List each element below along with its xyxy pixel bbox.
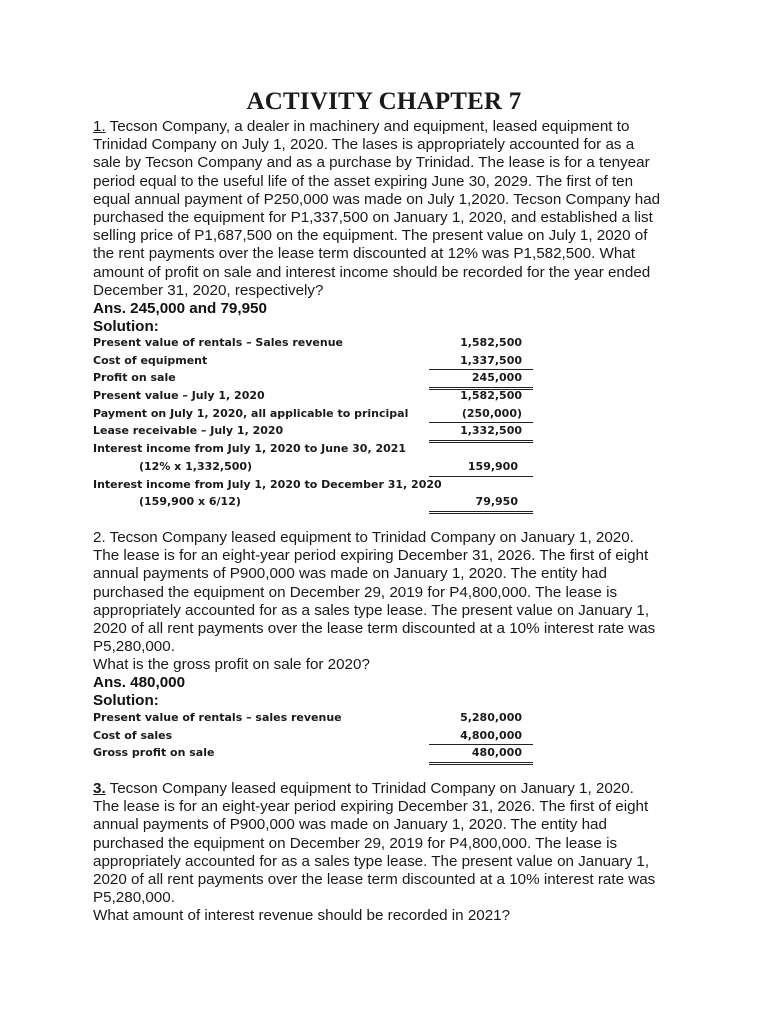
problem-1-solution-label: Solution: xyxy=(93,318,159,335)
solution-row xyxy=(93,387,533,405)
problem-3-number: 3. xyxy=(93,780,106,797)
row-label: Present value of rentals – Sales revenue xyxy=(93,336,343,349)
solution-row xyxy=(93,727,533,745)
row-label: Lease receivable – July 1, 2020 xyxy=(93,424,284,438)
problem-1-line: purchased the equipment for P1,337,500 on January 1, 2020, and established a list xyxy=(93,209,653,227)
problem-3-line: appropriately accounted for as a sales type lease. The present value on January 1, xyxy=(93,852,650,870)
row-label: Present value – July 1, 2020 xyxy=(93,389,265,403)
solution-row xyxy=(93,369,533,387)
problem-1-line: equal annual payment of P250,000 was made on July 1,2020. Tecson Company had xyxy=(93,190,661,208)
solution-row xyxy=(93,476,533,494)
row-label: (12% x 1,332,500) xyxy=(139,459,253,473)
row-amount: 1,582,500 xyxy=(460,389,522,403)
solution-row xyxy=(93,458,533,476)
row-label: Payment on July 1, 2020, all applicable to principal xyxy=(93,406,409,420)
row-label: Present value of rentals – sales revenue xyxy=(93,711,342,724)
row-amount: 480,000 xyxy=(429,744,533,765)
problem-1-answer: Ans. 245,000 and 79,950 xyxy=(93,300,267,317)
problem-1-solution-table xyxy=(93,334,533,511)
row-amount: 245,000 xyxy=(429,369,533,390)
row-label: (159,900 x 6/12) xyxy=(139,495,241,509)
row-label: Interest income from July 1, 2020 to June 30, 2021 xyxy=(93,442,407,456)
problem-3-line: P5,280,000. xyxy=(93,889,175,907)
problem-2-line: appropriately accounted for as a sales type lease. The present value on January 1, xyxy=(93,601,650,619)
solution-row xyxy=(93,493,533,511)
row-amount: 1,337,500 xyxy=(429,352,533,371)
problem-3-text xyxy=(93,780,693,926)
problem-2-line: annual payments of P900,000 was made on January 1, 2020. The entity had xyxy=(93,565,607,583)
solution-row xyxy=(93,709,533,727)
problem-1-line: period equal to the useful life of the asset expiring June 30, 2029. The first of ten xyxy=(93,172,634,190)
problem-1-line: Trinidad Company on July 1, 2020. The lases is appropriately accounted for as a xyxy=(93,136,635,154)
problem-2-line: What is the gross profit on sale for 2020? xyxy=(93,656,370,674)
page-title: ACTIVITY CHAPTER 7 xyxy=(246,88,522,115)
problem-2-solution-table xyxy=(93,709,533,762)
problem-2-text xyxy=(93,529,693,675)
problem-1-line: amount of profit on sale and interest income should be recorded for the year ended xyxy=(93,263,651,281)
solution-row xyxy=(93,334,533,352)
problem-2-solution-label: Solution: xyxy=(93,692,159,709)
problem-2-line: The lease is for an eight-year period expiring December 31, 2026. The first of eight xyxy=(93,547,649,565)
problem-2-line: 2020 of all rent payments over the lease term discounted at a 10% interest rate was xyxy=(93,620,656,638)
row-amount: 1,332,500 xyxy=(429,422,533,443)
problem-2-line: P5,280,000. xyxy=(93,638,175,656)
problem-3-line: annual payments of P900,000 was made on January 1, 2020. The entity had xyxy=(93,816,607,834)
row-amount: 4,800,000 xyxy=(429,727,533,746)
problem-3-line: 2020 of all rent payments over the lease term discounted at a 10% interest rate was xyxy=(93,871,656,889)
problem-1-line: the rent payments over the lease term discounted at 12% was P1,582,500. What xyxy=(93,245,635,263)
row-label: Cost of sales xyxy=(93,728,173,742)
problem-2-answer: Ans. 480,000 xyxy=(93,674,186,691)
problem-1-line: selling price of P1,687,500 on the equipment. The present value on July 1, 2020 of xyxy=(93,227,648,245)
row-amount: (250,000) xyxy=(429,405,533,424)
row-amount: 159,900 xyxy=(429,458,533,477)
problem-2-line: purchased the equipment on December 29, 2019 for P4,800,000. The lease is xyxy=(93,583,618,601)
problem-1-text xyxy=(93,118,693,300)
problem-1-number: 1. xyxy=(93,118,106,135)
row-label: Interest income from July 1, 2020 to December 31, 2020 xyxy=(93,477,442,491)
row-label: Profit on sale xyxy=(93,371,176,385)
problem-1-line: December 31, 2020, respectively? xyxy=(93,281,324,299)
solution-row xyxy=(93,744,533,762)
row-label: Gross profit on sale xyxy=(93,746,215,760)
solution-row xyxy=(93,422,533,440)
row-label: Cost of equipment xyxy=(93,353,208,367)
row-amount: 1,582,500 xyxy=(460,336,522,349)
problem-1-line: sale by Tecson Company and as a purchase by Trinidad. The lease is for a tenyear xyxy=(93,154,650,172)
problem-1-line: 1. Tecson Company, a dealer in machinery and equipment, leased equipment to xyxy=(93,118,630,135)
problem-2-line: 2. Tecson Company leased equipment to Trinidad Company on January 1, 2020. xyxy=(93,529,634,546)
solution-row xyxy=(93,405,533,423)
problem-3-line: What amount of interest revenue should be recorded in 2021? xyxy=(93,907,511,925)
row-amount: 5,280,000 xyxy=(460,711,522,724)
row-amount: 79,950 xyxy=(429,493,533,514)
solution-row xyxy=(93,352,533,370)
problem-3-line: purchased the equipment on December 29, 2019 for P4,800,000. The lease is xyxy=(93,834,618,852)
problem-3-line: 3. Tecson Company leased equipment to Trinidad Company on January 1, 2020. xyxy=(93,780,634,797)
solution-row xyxy=(93,440,533,458)
problem-3-line: The lease is for an eight-year period expiring December 31, 2026. The first of eight xyxy=(93,798,649,816)
